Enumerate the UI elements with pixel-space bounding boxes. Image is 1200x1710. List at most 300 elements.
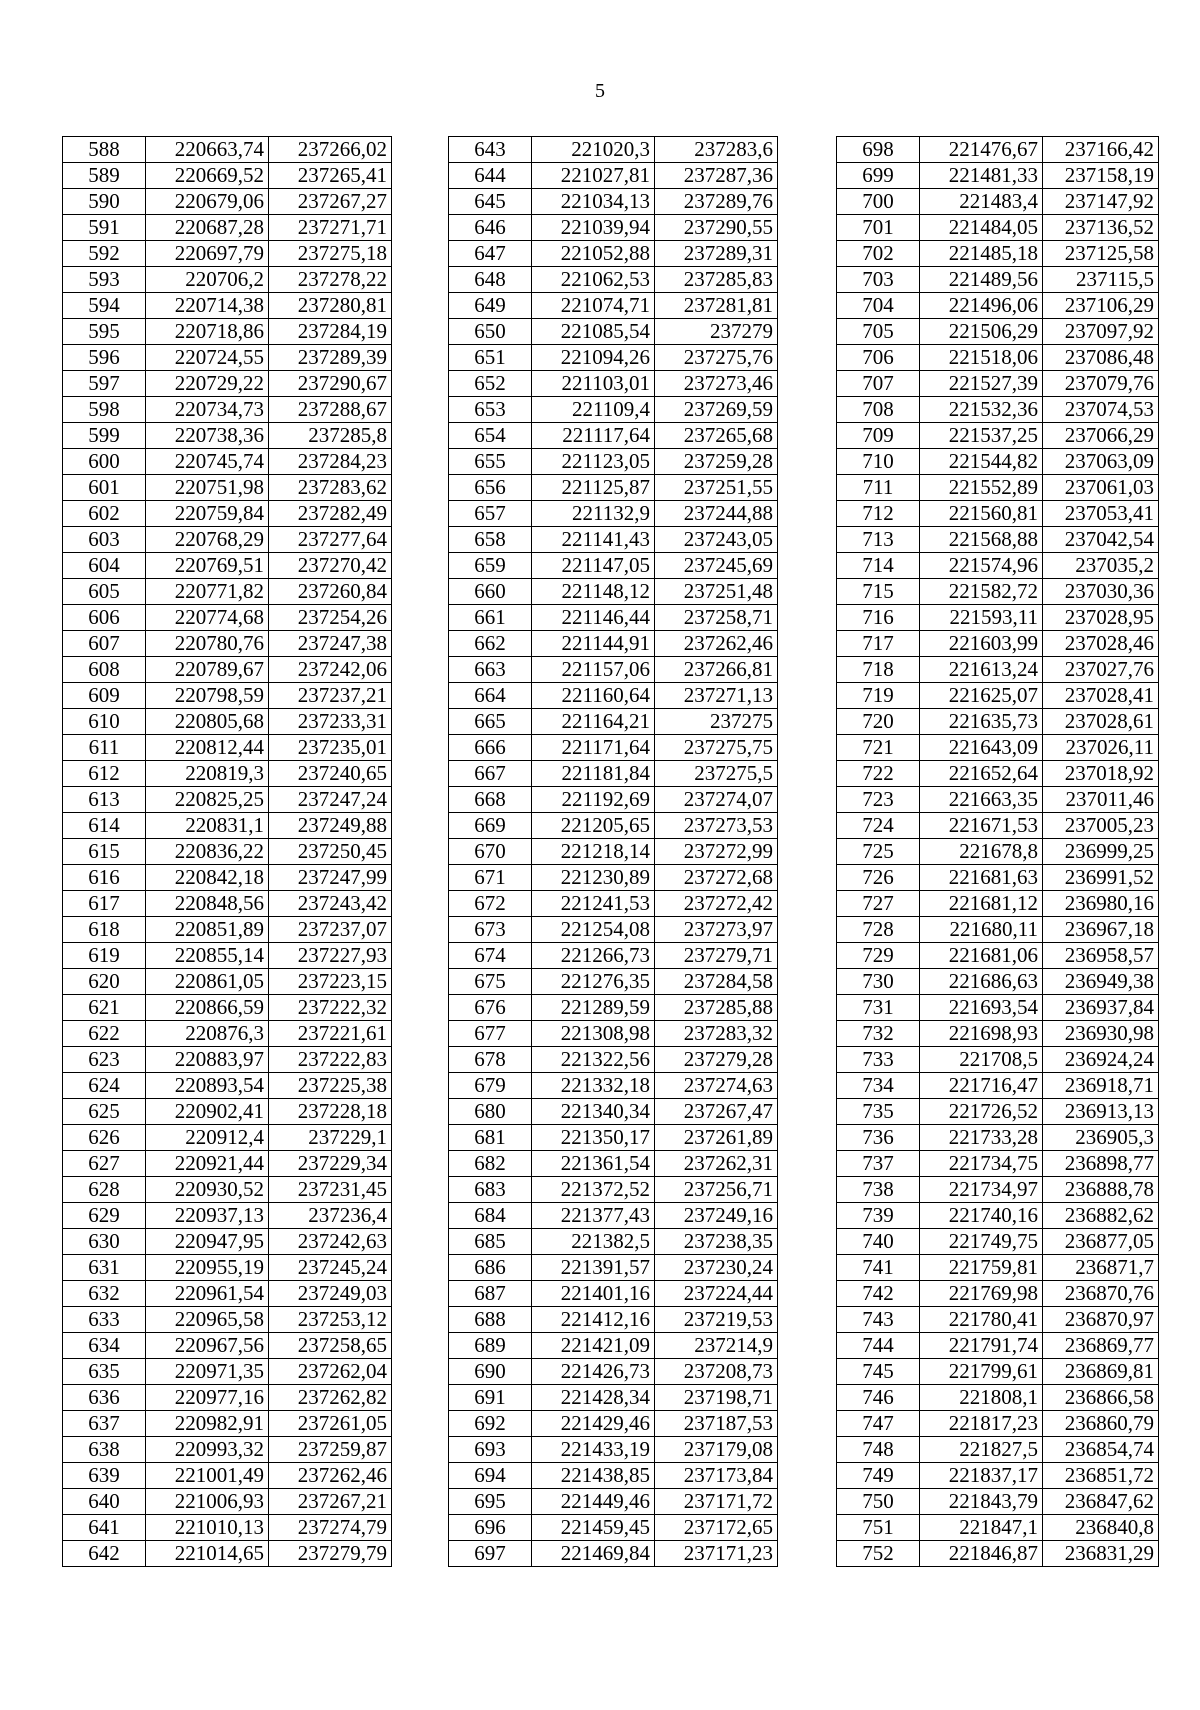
x-coordinate: 220759,84 xyxy=(146,501,269,527)
x-coordinate: 221568,88 xyxy=(920,527,1043,553)
y-coordinate: 236937,84 xyxy=(1043,995,1159,1021)
x-coordinate: 220993,32 xyxy=(146,1437,269,1463)
table-row xyxy=(63,397,392,423)
y-coordinate: 237251,55 xyxy=(655,475,778,501)
y-coordinate: 237275,76 xyxy=(655,345,778,371)
table-row xyxy=(837,449,1159,475)
table-row xyxy=(63,709,392,735)
x-coordinate: 221382,5 xyxy=(532,1229,655,1255)
point-number: 627 xyxy=(63,1151,146,1177)
x-coordinate: 221759,81 xyxy=(920,1255,1043,1281)
table-row xyxy=(449,293,778,319)
table-row xyxy=(63,1333,392,1359)
table-row xyxy=(837,1203,1159,1229)
point-number: 729 xyxy=(837,943,920,969)
table-row xyxy=(63,1229,392,1255)
table-row xyxy=(837,709,1159,735)
table-row xyxy=(63,241,392,267)
x-coordinate: 221681,12 xyxy=(920,891,1043,917)
x-coordinate: 221643,09 xyxy=(920,735,1043,761)
point-number: 705 xyxy=(837,319,920,345)
y-coordinate: 236877,05 xyxy=(1043,1229,1159,1255)
point-number: 665 xyxy=(449,709,532,735)
x-coordinate: 220751,98 xyxy=(146,475,269,501)
table-row xyxy=(449,345,778,371)
table-row xyxy=(837,865,1159,891)
point-number: 637 xyxy=(63,1411,146,1437)
point-number: 623 xyxy=(63,1047,146,1073)
x-coordinate: 221171,64 xyxy=(532,735,655,761)
point-number: 707 xyxy=(837,371,920,397)
x-coordinate: 221799,61 xyxy=(920,1359,1043,1385)
y-coordinate: 237228,18 xyxy=(269,1099,392,1125)
y-coordinate: 237136,52 xyxy=(1043,215,1159,241)
table-row xyxy=(449,631,778,657)
point-number: 710 xyxy=(837,449,920,475)
table-row xyxy=(63,1047,392,1073)
table-row xyxy=(449,397,778,423)
x-coordinate: 221837,17 xyxy=(920,1463,1043,1489)
x-coordinate: 221693,54 xyxy=(920,995,1043,1021)
table-row xyxy=(63,137,392,163)
x-coordinate: 221350,17 xyxy=(532,1125,655,1151)
y-coordinate: 237262,04 xyxy=(269,1359,392,1385)
table-row xyxy=(837,1021,1159,1047)
x-coordinate: 221192,69 xyxy=(532,787,655,813)
x-coordinate: 221322,56 xyxy=(532,1047,655,1073)
point-number: 592 xyxy=(63,241,146,267)
table-row xyxy=(63,1359,392,1385)
point-number: 697 xyxy=(449,1541,532,1567)
table-row xyxy=(63,683,392,709)
x-coordinate: 220947,95 xyxy=(146,1229,269,1255)
x-coordinate: 221532,36 xyxy=(920,397,1043,423)
y-coordinate: 237277,64 xyxy=(269,527,392,553)
table-row xyxy=(63,1463,392,1489)
x-coordinate: 220819,3 xyxy=(146,761,269,787)
point-number: 598 xyxy=(63,397,146,423)
point-number: 642 xyxy=(63,1541,146,1567)
table-row xyxy=(63,1541,392,1567)
table-row xyxy=(63,215,392,241)
table-row xyxy=(837,319,1159,345)
point-number: 595 xyxy=(63,319,146,345)
point-number: 686 xyxy=(449,1255,532,1281)
y-coordinate: 237282,49 xyxy=(269,501,392,527)
point-number: 640 xyxy=(63,1489,146,1515)
point-number: 748 xyxy=(837,1437,920,1463)
x-coordinate: 221428,34 xyxy=(532,1385,655,1411)
x-coordinate: 221560,81 xyxy=(920,501,1043,527)
y-coordinate: 237285,88 xyxy=(655,995,778,1021)
y-coordinate: 237256,71 xyxy=(655,1177,778,1203)
y-coordinate: 237290,67 xyxy=(269,371,392,397)
table-row xyxy=(837,371,1159,397)
point-number: 634 xyxy=(63,1333,146,1359)
x-coordinate: 221276,35 xyxy=(532,969,655,995)
table-row xyxy=(63,1437,392,1463)
y-coordinate: 237275,18 xyxy=(269,241,392,267)
table-row xyxy=(837,1437,1159,1463)
point-number: 713 xyxy=(837,527,920,553)
point-number: 706 xyxy=(837,345,920,371)
x-coordinate: 220771,82 xyxy=(146,579,269,605)
y-coordinate: 237265,68 xyxy=(655,423,778,449)
table-row xyxy=(837,1463,1159,1489)
table-row xyxy=(837,1073,1159,1099)
table-row xyxy=(63,189,392,215)
x-coordinate: 221132,9 xyxy=(532,501,655,527)
y-coordinate: 237240,65 xyxy=(269,761,392,787)
point-number: 743 xyxy=(837,1307,920,1333)
table-row xyxy=(837,553,1159,579)
x-coordinate: 220982,91 xyxy=(146,1411,269,1437)
x-coordinate: 221449,46 xyxy=(532,1489,655,1515)
point-number: 619 xyxy=(63,943,146,969)
y-coordinate: 237011,46 xyxy=(1043,787,1159,813)
x-coordinate: 220912,4 xyxy=(146,1125,269,1151)
x-coordinate: 221734,97 xyxy=(920,1177,1043,1203)
x-coordinate: 221052,88 xyxy=(532,241,655,267)
y-coordinate: 237245,24 xyxy=(269,1255,392,1281)
point-number: 676 xyxy=(449,995,532,1021)
x-coordinate: 220769,51 xyxy=(146,553,269,579)
point-number: 604 xyxy=(63,553,146,579)
y-coordinate: 237042,54 xyxy=(1043,527,1159,553)
point-number: 650 xyxy=(449,319,532,345)
y-coordinate: 237227,93 xyxy=(269,943,392,969)
y-coordinate: 237272,68 xyxy=(655,865,778,891)
y-coordinate: 237237,21 xyxy=(269,683,392,709)
point-number: 609 xyxy=(63,683,146,709)
y-coordinate: 236840,8 xyxy=(1043,1515,1159,1541)
y-coordinate: 237266,02 xyxy=(269,137,392,163)
point-number: 742 xyxy=(837,1281,920,1307)
y-coordinate: 237005,23 xyxy=(1043,813,1159,839)
point-number: 597 xyxy=(63,371,146,397)
table-row xyxy=(837,1359,1159,1385)
y-coordinate: 237275,5 xyxy=(655,761,778,787)
table-row xyxy=(837,215,1159,241)
point-number: 711 xyxy=(837,475,920,501)
x-coordinate: 220774,68 xyxy=(146,605,269,631)
y-coordinate: 237272,42 xyxy=(655,891,778,917)
x-coordinate: 220965,58 xyxy=(146,1307,269,1333)
y-coordinate: 237171,23 xyxy=(655,1541,778,1567)
table-row xyxy=(63,1411,392,1437)
x-coordinate: 221289,59 xyxy=(532,995,655,1021)
point-number: 649 xyxy=(449,293,532,319)
x-coordinate: 221603,99 xyxy=(920,631,1043,657)
table-row xyxy=(449,527,778,553)
table-row xyxy=(449,1307,778,1333)
y-coordinate: 237243,42 xyxy=(269,891,392,917)
point-number: 661 xyxy=(449,605,532,631)
point-number: 731 xyxy=(837,995,920,1021)
point-number: 617 xyxy=(63,891,146,917)
point-number: 660 xyxy=(449,579,532,605)
x-coordinate: 220851,89 xyxy=(146,917,269,943)
x-coordinate: 220825,25 xyxy=(146,787,269,813)
point-number: 673 xyxy=(449,917,532,943)
point-number: 672 xyxy=(449,891,532,917)
table-row xyxy=(449,1333,778,1359)
point-number: 644 xyxy=(449,163,532,189)
y-coordinate: 237278,22 xyxy=(269,267,392,293)
y-coordinate: 237274,79 xyxy=(269,1515,392,1541)
table-row xyxy=(837,969,1159,995)
point-number: 725 xyxy=(837,839,920,865)
x-coordinate: 221843,79 xyxy=(920,1489,1043,1515)
table-row xyxy=(449,371,778,397)
y-coordinate: 237231,45 xyxy=(269,1177,392,1203)
table-row xyxy=(449,1385,778,1411)
x-coordinate: 221780,41 xyxy=(920,1307,1043,1333)
point-number: 727 xyxy=(837,891,920,917)
table-row xyxy=(837,1411,1159,1437)
x-coordinate: 220714,38 xyxy=(146,293,269,319)
y-coordinate: 237247,99 xyxy=(269,865,392,891)
table-row xyxy=(63,293,392,319)
y-coordinate: 237158,19 xyxy=(1043,163,1159,189)
point-number: 590 xyxy=(63,189,146,215)
y-coordinate: 237028,61 xyxy=(1043,709,1159,735)
point-number: 726 xyxy=(837,865,920,891)
y-coordinate: 237074,53 xyxy=(1043,397,1159,423)
x-coordinate: 220861,05 xyxy=(146,969,269,995)
point-number: 593 xyxy=(63,267,146,293)
point-number: 730 xyxy=(837,969,920,995)
point-number: 682 xyxy=(449,1151,532,1177)
x-coordinate: 221412,16 xyxy=(532,1307,655,1333)
x-coordinate: 220836,22 xyxy=(146,839,269,865)
point-number: 611 xyxy=(63,735,146,761)
point-number: 639 xyxy=(63,1463,146,1489)
y-coordinate: 237289,31 xyxy=(655,241,778,267)
x-coordinate: 220866,59 xyxy=(146,995,269,1021)
y-coordinate: 237242,06 xyxy=(269,657,392,683)
x-coordinate: 221484,05 xyxy=(920,215,1043,241)
x-coordinate: 221377,43 xyxy=(532,1203,655,1229)
y-coordinate: 236870,97 xyxy=(1043,1307,1159,1333)
x-coordinate: 220967,56 xyxy=(146,1333,269,1359)
coordinate-table-3 xyxy=(836,136,1159,1567)
table-row xyxy=(449,865,778,891)
x-coordinate: 220718,86 xyxy=(146,319,269,345)
x-coordinate: 220768,29 xyxy=(146,527,269,553)
x-coordinate: 220780,76 xyxy=(146,631,269,657)
point-number: 624 xyxy=(63,1073,146,1099)
x-coordinate: 221734,75 xyxy=(920,1151,1043,1177)
y-coordinate: 237028,46 xyxy=(1043,631,1159,657)
x-coordinate: 220669,52 xyxy=(146,163,269,189)
x-coordinate: 221241,53 xyxy=(532,891,655,917)
y-coordinate: 237035,2 xyxy=(1043,553,1159,579)
x-coordinate: 221074,71 xyxy=(532,293,655,319)
table-row xyxy=(63,1307,392,1333)
x-coordinate: 221426,73 xyxy=(532,1359,655,1385)
y-coordinate: 236860,79 xyxy=(1043,1411,1159,1437)
table-row xyxy=(837,345,1159,371)
x-coordinate: 221506,29 xyxy=(920,319,1043,345)
y-coordinate: 237273,97 xyxy=(655,917,778,943)
y-coordinate: 237179,08 xyxy=(655,1437,778,1463)
y-coordinate: 237261,05 xyxy=(269,1411,392,1437)
x-coordinate: 221181,84 xyxy=(532,761,655,787)
y-coordinate: 236854,74 xyxy=(1043,1437,1159,1463)
point-number: 720 xyxy=(837,709,920,735)
point-number: 670 xyxy=(449,839,532,865)
x-coordinate: 221544,82 xyxy=(920,449,1043,475)
table-row xyxy=(449,1021,778,1047)
x-coordinate: 221391,57 xyxy=(532,1255,655,1281)
y-coordinate: 237171,72 xyxy=(655,1489,778,1515)
point-number: 605 xyxy=(63,579,146,605)
x-coordinate: 221574,96 xyxy=(920,553,1043,579)
y-coordinate: 237208,73 xyxy=(655,1359,778,1385)
point-number: 662 xyxy=(449,631,532,657)
table-row xyxy=(63,787,392,813)
y-coordinate: 237270,42 xyxy=(269,553,392,579)
x-coordinate: 221401,16 xyxy=(532,1281,655,1307)
table-row xyxy=(63,163,392,189)
table-row xyxy=(837,1047,1159,1073)
point-number: 683 xyxy=(449,1177,532,1203)
y-coordinate: 237221,61 xyxy=(269,1021,392,1047)
x-coordinate: 220921,44 xyxy=(146,1151,269,1177)
table-row xyxy=(837,1489,1159,1515)
point-number: 610 xyxy=(63,709,146,735)
x-coordinate: 221160,64 xyxy=(532,683,655,709)
table-row xyxy=(63,761,392,787)
table-row xyxy=(63,1125,392,1151)
y-coordinate: 237271,71 xyxy=(269,215,392,241)
table-row xyxy=(837,995,1159,1021)
table-row xyxy=(837,683,1159,709)
y-coordinate: 237253,12 xyxy=(269,1307,392,1333)
y-coordinate: 237249,88 xyxy=(269,813,392,839)
x-coordinate: 221039,94 xyxy=(532,215,655,241)
table-row xyxy=(63,1385,392,1411)
table-row xyxy=(63,631,392,657)
x-coordinate: 221593,11 xyxy=(920,605,1043,631)
x-coordinate: 221808,1 xyxy=(920,1385,1043,1411)
table-row xyxy=(63,1177,392,1203)
table-row xyxy=(837,657,1159,683)
x-coordinate: 221459,45 xyxy=(532,1515,655,1541)
x-coordinate: 221218,14 xyxy=(532,839,655,865)
y-coordinate: 237222,83 xyxy=(269,1047,392,1073)
x-coordinate: 221476,67 xyxy=(920,137,1043,163)
point-number: 638 xyxy=(63,1437,146,1463)
x-coordinate: 221769,98 xyxy=(920,1281,1043,1307)
y-coordinate: 236905,3 xyxy=(1043,1125,1159,1151)
point-number: 601 xyxy=(63,475,146,501)
point-number: 699 xyxy=(837,163,920,189)
point-number: 655 xyxy=(449,449,532,475)
x-coordinate: 220971,35 xyxy=(146,1359,269,1385)
y-coordinate: 237086,48 xyxy=(1043,345,1159,371)
table-row xyxy=(449,1203,778,1229)
x-coordinate: 220679,06 xyxy=(146,189,269,215)
table-row xyxy=(837,787,1159,813)
point-number: 746 xyxy=(837,1385,920,1411)
x-coordinate: 221429,46 xyxy=(532,1411,655,1437)
y-coordinate: 236991,52 xyxy=(1043,865,1159,891)
y-coordinate: 237262,46 xyxy=(269,1463,392,1489)
x-coordinate: 221148,12 xyxy=(532,579,655,605)
point-number: 659 xyxy=(449,553,532,579)
table-row xyxy=(449,1411,778,1437)
point-number: 600 xyxy=(63,449,146,475)
table-row xyxy=(449,1047,778,1073)
point-number: 681 xyxy=(449,1125,532,1151)
y-coordinate: 237018,92 xyxy=(1043,761,1159,787)
point-number: 737 xyxy=(837,1151,920,1177)
y-coordinate: 237289,76 xyxy=(655,189,778,215)
y-coordinate: 237284,23 xyxy=(269,449,392,475)
x-coordinate: 220697,79 xyxy=(146,241,269,267)
table-row xyxy=(63,1021,392,1047)
x-coordinate: 221663,35 xyxy=(920,787,1043,813)
table-row xyxy=(449,969,778,995)
x-coordinate: 221332,18 xyxy=(532,1073,655,1099)
y-coordinate: 237279,28 xyxy=(655,1047,778,1073)
point-number: 589 xyxy=(63,163,146,189)
point-number: 643 xyxy=(449,137,532,163)
table-row xyxy=(449,735,778,761)
point-number: 663 xyxy=(449,657,532,683)
x-coordinate: 221716,47 xyxy=(920,1073,1043,1099)
x-coordinate: 220706,2 xyxy=(146,267,269,293)
point-number: 691 xyxy=(449,1385,532,1411)
point-number: 735 xyxy=(837,1099,920,1125)
y-coordinate: 237230,24 xyxy=(655,1255,778,1281)
x-coordinate: 221308,98 xyxy=(532,1021,655,1047)
point-number: 626 xyxy=(63,1125,146,1151)
x-coordinate: 220805,68 xyxy=(146,709,269,735)
y-coordinate: 237026,11 xyxy=(1043,735,1159,761)
y-coordinate: 237289,39 xyxy=(269,345,392,371)
y-coordinate: 237258,65 xyxy=(269,1333,392,1359)
x-coordinate: 221678,8 xyxy=(920,839,1043,865)
table-row xyxy=(63,865,392,891)
table-row xyxy=(63,345,392,371)
x-coordinate: 221652,64 xyxy=(920,761,1043,787)
y-coordinate: 237259,87 xyxy=(269,1437,392,1463)
point-number: 692 xyxy=(449,1411,532,1437)
x-coordinate: 220738,36 xyxy=(146,423,269,449)
table-row xyxy=(63,579,392,605)
point-number: 606 xyxy=(63,605,146,631)
point-number: 599 xyxy=(63,423,146,449)
table-row xyxy=(449,813,778,839)
y-coordinate: 237262,31 xyxy=(655,1151,778,1177)
y-coordinate: 237237,07 xyxy=(269,917,392,943)
point-number: 700 xyxy=(837,189,920,215)
table-row xyxy=(449,1281,778,1307)
point-number: 594 xyxy=(63,293,146,319)
point-number: 694 xyxy=(449,1463,532,1489)
x-coordinate: 221726,52 xyxy=(920,1099,1043,1125)
y-coordinate: 237258,71 xyxy=(655,605,778,631)
point-number: 722 xyxy=(837,761,920,787)
table-row xyxy=(449,215,778,241)
table-row xyxy=(63,917,392,943)
y-coordinate: 237261,89 xyxy=(655,1125,778,1151)
point-number: 741 xyxy=(837,1255,920,1281)
point-number: 588 xyxy=(63,137,146,163)
